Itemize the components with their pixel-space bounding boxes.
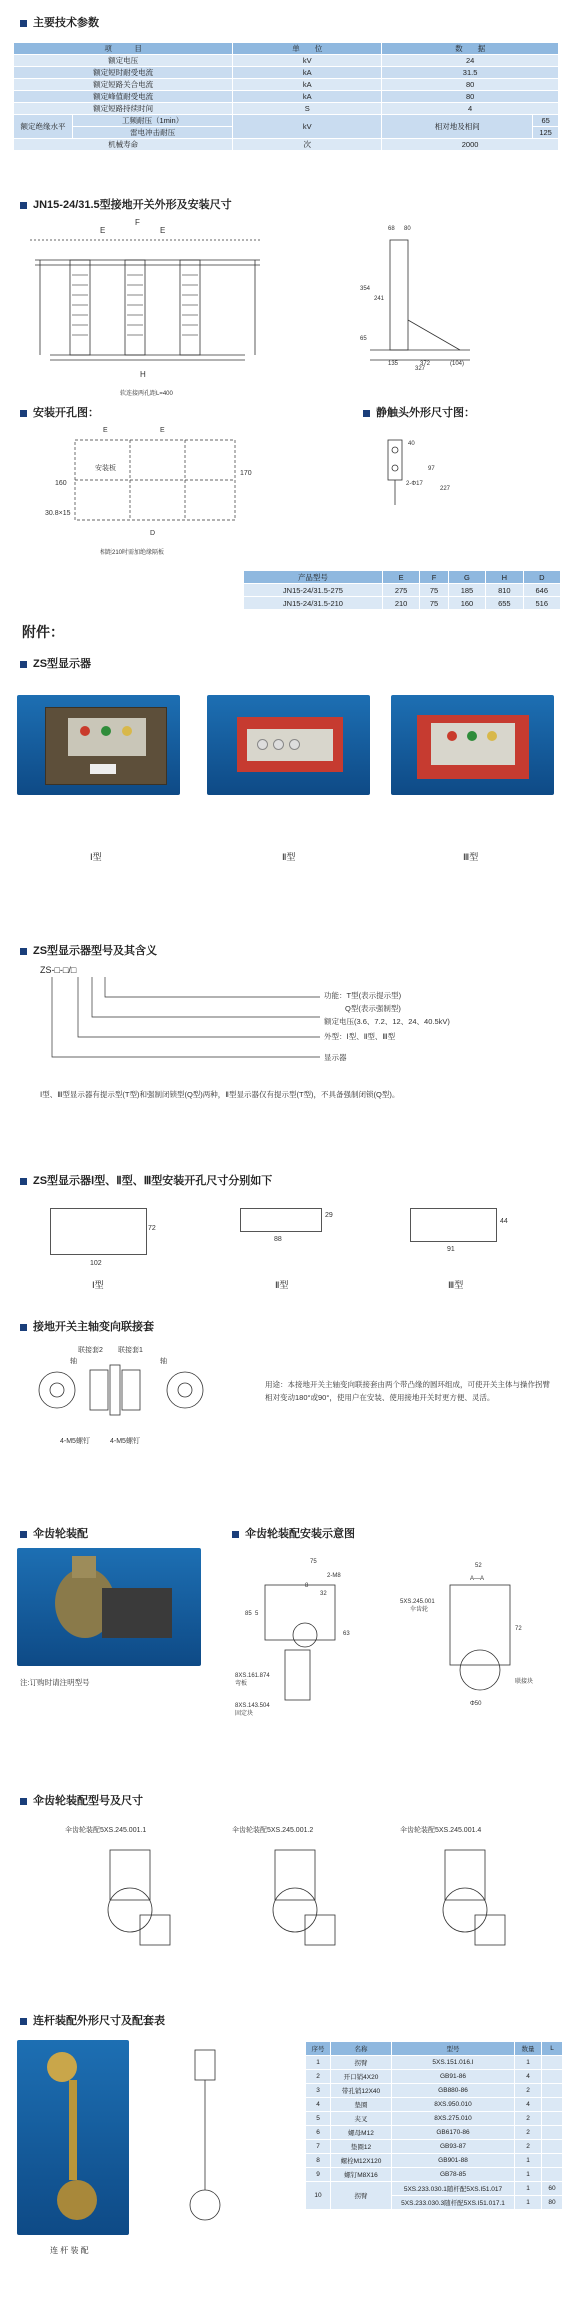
parts-cell: GB78-85 — [392, 2168, 515, 2182]
dim-header: G — [448, 571, 485, 584]
dim-label: 68 — [388, 226, 395, 232]
parts-cell: 5XS.233.030.1随杆配5XS.I51.017 — [392, 2182, 515, 2196]
dim-label: Φ50 — [470, 1701, 482, 1707]
spec-cell: 相对地及相间 — [382, 115, 533, 139]
parts-cell: 垫圈12 — [331, 2140, 392, 2154]
coupling-usage: 用途：本接地开关主轴变向联接套由两个带凸缘的圆环组成，可使开关主体与操作拐臂相对变动180°或90°，使用户在安装、使用接地开关时更方便、灵活。 — [265, 1380, 550, 1402]
bullet-icon — [20, 202, 27, 209]
parts-header: 数量 — [515, 2042, 542, 2056]
parts-cell: 2 — [515, 2126, 542, 2140]
parts-header: L — [542, 2042, 563, 2056]
model-item: 额定电压(3.6、7.2、12、24、40.5kV) — [324, 1017, 450, 1026]
model-item: 显示器 — [324, 1053, 347, 1062]
dim-label: 30.8×15 — [45, 510, 71, 517]
dim-label: 联接块 — [515, 1679, 534, 1685]
parts-cell: 8 — [306, 2154, 331, 2168]
indicator-light — [289, 739, 300, 750]
spec-header: 数 据 — [382, 43, 559, 55]
dim-label: 63 — [343, 1631, 350, 1637]
dimension-table — [243, 570, 561, 610]
parts-cell: 10 — [306, 2182, 331, 2210]
bevel-gear-photo — [17, 1548, 201, 1666]
link-rod-drawing — [170, 2040, 250, 2240]
switch-front-view — [30, 215, 270, 385]
display-photo-type1 — [17, 695, 180, 795]
parts-cell — [542, 2084, 563, 2098]
parts-cell: 1 — [515, 2056, 542, 2070]
section-static-contact: 静触头外形尺寸图： — [363, 404, 475, 420]
bullet-icon — [20, 1531, 27, 1538]
dim-header: F — [420, 571, 448, 584]
display-body — [237, 717, 343, 772]
spec-cell: 工频耐压（1min） — [73, 115, 233, 127]
bevel-gear-diagram — [235, 1555, 555, 1725]
dim-label: 8XS.143.504 — [235, 1703, 270, 1709]
dim-label: 135 — [388, 361, 399, 367]
spec-cell: 额定电压 — [14, 55, 233, 67]
dim-header: 产品型号 — [244, 571, 383, 584]
dim-label: 32 — [320, 1591, 327, 1597]
parts-cell: GB6170-86 — [392, 2126, 515, 2140]
dim-label: E — [103, 427, 108, 434]
type-label: Ⅱ型 — [282, 852, 296, 862]
spec-table — [13, 42, 559, 151]
dim-label: 170 — [240, 470, 252, 477]
display-photo-type2 — [207, 695, 370, 795]
spec-cell: 4 — [382, 103, 559, 115]
bullet-icon — [232, 1531, 239, 1538]
spec-cell: 31.5 — [382, 67, 559, 79]
dim-label: (104) — [450, 361, 465, 367]
dim-label: 8XS.161.874 — [235, 1673, 270, 1679]
dim-label: 65 — [360, 336, 367, 342]
type-label: Ⅱ型 — [275, 1280, 289, 1290]
indicator-light — [101, 726, 111, 736]
dim-label: E — [160, 226, 166, 235]
appendix-title: 附件： — [22, 624, 64, 640]
section-bevel-gear-models: 伞齿轮装配型号及尺寸 — [20, 1792, 143, 1808]
section-bevel-gear-diagram: 伞齿轮装配安装示意图 — [232, 1525, 355, 1541]
hole-type1 — [50, 1208, 147, 1255]
dim-label: 安装板 — [95, 465, 116, 472]
gear-model-label: 伞齿轮装配5XS.245.001.2 — [232, 1827, 314, 1834]
parts-cell: 8XS.950.010 — [392, 2098, 515, 2112]
dim-label: 8 — [305, 1583, 309, 1589]
gear-model-drawings — [20, 1840, 560, 1960]
model-item: Q型(表示强制型) — [345, 1004, 401, 1013]
dim-label: 88 — [274, 1236, 282, 1243]
dim-cell: 160 — [448, 597, 485, 610]
parts-cell: 4 — [515, 2098, 542, 2112]
model-note: Ⅰ型、Ⅲ型显示器有提示型(T型)和强制闭锁型(Q型)两种，Ⅱ型显示器仅有提示型(T型)，不具备强制闭锁(Q型)。 — [40, 1090, 400, 1099]
parts-cell: 1 — [515, 2168, 542, 2182]
hole-type3 — [410, 1208, 497, 1242]
spec-cell: 额定绝缘水平 — [14, 115, 73, 139]
parts-cell: GB880-86 — [392, 2084, 515, 2098]
spec-cell: 额定短时耐受电流 — [14, 67, 233, 79]
dim-label: 2-M8 — [327, 1573, 341, 1579]
indicator-light — [447, 731, 457, 741]
dim-label: 160 — [55, 480, 67, 487]
gear-housing — [102, 1588, 172, 1638]
spec-cell: S — [233, 103, 382, 115]
parts-cell: 拐臂 — [331, 2182, 392, 2210]
parts-cell: 2 — [515, 2084, 542, 2098]
indicator-light — [80, 726, 90, 736]
dim-label: A—A — [470, 1576, 485, 1582]
dim-label: E — [160, 427, 165, 434]
parts-cell: 4 — [515, 2070, 542, 2084]
dim-label: H — [140, 370, 146, 379]
section-main-params: 主要技术参数 — [20, 14, 99, 30]
dim-label: 伞齿轮 — [410, 1607, 429, 1613]
indicator-light — [257, 739, 268, 750]
spec-cell: 65 — [533, 115, 559, 127]
coupling-label: 4-M5螺钉 — [110, 1438, 140, 1445]
parts-cell: 2 — [515, 2112, 542, 2126]
dim-cell: 655 — [486, 597, 523, 610]
dim-label: 91 — [447, 1246, 455, 1253]
rod-part — [57, 2180, 97, 2220]
bullet-icon — [20, 2018, 27, 2025]
spec-cell: 80 — [382, 91, 559, 103]
display-body — [417, 715, 529, 779]
display-button — [90, 764, 116, 774]
type-label: Ⅰ型 — [90, 852, 102, 862]
parts-table — [305, 2041, 563, 2210]
dim-cell: 516 — [523, 597, 560, 610]
spec-cell: 雷电冲击耐压 — [73, 127, 233, 139]
indicator-light — [467, 731, 477, 741]
spec-header: 单 位 — [233, 43, 382, 55]
dim-label: 75 — [310, 1559, 317, 1565]
dim-label: 227 — [440, 486, 451, 492]
parts-cell: 5XS.151.016.I — [392, 2056, 515, 2070]
spec-cell: 80 — [382, 79, 559, 91]
parts-cell: 2 — [515, 2140, 542, 2154]
spec-header: 项 目 — [14, 43, 233, 55]
parts-cell: 4 — [306, 2098, 331, 2112]
parts-cell: 5XS.233.030.3随杆配5XS.I51.017.1 — [392, 2196, 515, 2210]
switch-side-view — [360, 220, 480, 370]
dim-cell: 185 — [448, 584, 485, 597]
coupling-label: 轴 — [70, 1358, 77, 1365]
parts-cell: 9 — [306, 2168, 331, 2182]
parts-cell: 1 — [515, 2154, 542, 2168]
type-label: Ⅰ型 — [92, 1280, 104, 1290]
gear-note: 注:订购时请注明型号 — [20, 1678, 90, 1687]
display-face — [68, 718, 146, 756]
dim-label: 102 — [90, 1260, 102, 1267]
parts-cell: 拐臂 — [331, 2056, 392, 2070]
gear-part — [72, 1556, 96, 1578]
parts-cell — [542, 2098, 563, 2112]
static-contact-drawing — [378, 430, 458, 520]
parts-cell: 80 — [542, 2196, 563, 2210]
section-mount-holes: 安装开孔图： — [20, 404, 99, 420]
parts-header: 序号 — [306, 2042, 331, 2056]
dim-label: 52 — [475, 1563, 482, 1569]
spec-cell: 额定峰值耐受电流 — [14, 91, 233, 103]
dim-label: D — [150, 530, 156, 537]
link-rod-photo — [17, 2040, 129, 2235]
indicator-light — [122, 726, 132, 736]
spec-cell: 机械寿命 — [14, 139, 233, 151]
dim-label: 354 — [360, 286, 371, 292]
dim-label: E — [100, 226, 106, 235]
dim-label: 5 — [255, 1611, 259, 1617]
indicator-light — [487, 731, 497, 741]
dim-label: 40 — [408, 441, 415, 447]
model-code: ZS-□-□/□ — [40, 965, 77, 975]
dim-label: 97 — [428, 466, 435, 472]
dim-label: 72 — [515, 1626, 522, 1632]
parts-cell: 垫圈 — [331, 2098, 392, 2112]
parts-cell: GB91-86 — [392, 2070, 515, 2084]
dim-cell: JN15-24/31.5-275 — [244, 584, 383, 597]
parts-cell: 螺栓M12X120 — [331, 2154, 392, 2168]
dim-label: 2-Φ17 — [406, 481, 423, 487]
bullet-icon — [20, 20, 27, 27]
parts-cell — [542, 2126, 563, 2140]
parts-cell: 6 — [306, 2126, 331, 2140]
spec-cell: 24 — [382, 55, 559, 67]
spec-cell: 额定短路持续时间 — [14, 103, 233, 115]
parts-header: 型号 — [392, 2042, 515, 2056]
dim-header: H — [486, 571, 523, 584]
model-code-lines — [50, 975, 330, 1070]
section-zs-holes: ZS型显示器Ⅰ型、Ⅱ型、Ⅲ型安装开孔尺寸分别如下 — [20, 1172, 272, 1188]
dim-label: 241 — [374, 296, 385, 302]
rod-part — [47, 2052, 77, 2082]
parts-cell — [542, 2070, 563, 2084]
dim-cell: 810 — [486, 584, 523, 597]
dim-cell: 75 — [420, 597, 448, 610]
dim-label: F — [135, 218, 140, 227]
gear-model-label: 伞齿轮装配5XS.245.001.4 — [400, 1827, 482, 1834]
dim-label: 80 — [404, 226, 411, 232]
dim-label: 固定块 — [235, 1711, 254, 1717]
mount-hole-drawing — [45, 420, 255, 540]
spec-cell: kA — [233, 79, 382, 91]
spec-cell: 次 — [233, 139, 382, 151]
dim-cell: JN15-24/31.5-210 — [244, 597, 383, 610]
model-item: 外型：Ⅰ型、Ⅱ型、Ⅲ型 — [324, 1032, 396, 1041]
spec-cell: 额定短路关合电流 — [14, 79, 233, 91]
dim-cell: 210 — [382, 597, 419, 610]
dim-label: 44 — [500, 1218, 508, 1225]
parts-cell: 夹叉 — [331, 2112, 392, 2126]
display-body — [45, 707, 167, 785]
parts-cell: 7 — [306, 2140, 331, 2154]
parts-cell: 1 — [306, 2056, 331, 2070]
indicator-light — [273, 739, 284, 750]
link-caption: 连 杆 装 配 — [50, 2246, 89, 2255]
parts-header: 名称 — [331, 2042, 392, 2056]
parts-cell: 3 — [306, 2084, 331, 2098]
parts-cell: GB901-88 — [392, 2154, 515, 2168]
bullet-icon — [20, 1324, 27, 1331]
section-zs-display: ZS型显示器 — [20, 655, 91, 671]
section-link-rod: 连杆装配外形尺寸及配套表 — [20, 2012, 165, 2028]
parts-cell: 1 — [515, 2196, 542, 2210]
parts-cell: 60 — [542, 2182, 563, 2196]
parts-cell — [542, 2140, 563, 2154]
parts-cell: 螺钉M8X16 — [331, 2168, 392, 2182]
bullet-icon — [20, 1178, 27, 1185]
section-bevel-gear: 伞齿轮装配 — [20, 1525, 88, 1541]
spec-cell: 125 — [533, 127, 559, 139]
dim-label: 弯板 — [235, 1681, 248, 1687]
parts-cell: 螺母M12 — [331, 2126, 392, 2140]
section-outline: JN15-24/31.5型接地开关外形及安装尺寸 — [20, 196, 232, 212]
parts-cell: GB93-87 — [392, 2140, 515, 2154]
dim-header: D — [523, 571, 560, 584]
bus-note: 软连接两孔距L=400 — [120, 391, 173, 397]
section-coupling: 接地开关主轴变向联接套 — [20, 1318, 154, 1334]
parts-cell: 2 — [306, 2070, 331, 2084]
section-zs-model: ZS型显示器型号及其含义 — [20, 942, 157, 958]
model-item: 功能：T型(表示提示型) — [324, 991, 402, 1000]
spec-cell: kV — [233, 55, 382, 67]
parts-cell — [542, 2154, 563, 2168]
type-label: Ⅲ型 — [448, 1280, 464, 1290]
coupling-drawing — [25, 1345, 215, 1435]
bullet-icon — [20, 948, 27, 955]
dim-cell: 75 — [420, 584, 448, 597]
parts-cell — [542, 2112, 563, 2126]
hole-type2 — [240, 1208, 322, 1232]
parts-cell: 开口销4X20 — [331, 2070, 392, 2084]
type-label: Ⅲ型 — [463, 852, 479, 862]
dim-cell: 275 — [382, 584, 419, 597]
parts-cell: 带孔销12X40 — [331, 2084, 392, 2098]
spec-cell: 2000 — [382, 139, 559, 151]
dim-header: E — [382, 571, 419, 584]
bullet-icon — [20, 661, 27, 668]
dim-label: 29 — [325, 1212, 333, 1219]
spec-cell: kA — [233, 91, 382, 103]
parts-cell — [542, 2168, 563, 2182]
display-face — [431, 723, 515, 765]
coupling-label: 轴 — [160, 1358, 167, 1365]
rod-part — [69, 2080, 77, 2180]
parts-cell: 8XS.275.010 — [392, 2112, 515, 2126]
gear-model-label: 伞齿轮装配5XS.245.001.1 — [65, 1827, 147, 1834]
parts-cell — [542, 2056, 563, 2070]
dim-label: 5XS.245.001 — [400, 1599, 435, 1605]
coupling-label: 联接套1 — [118, 1347, 143, 1354]
dim-label: 372 — [420, 361, 431, 367]
bullet-icon — [20, 410, 27, 417]
spec-cell: kA — [233, 67, 382, 79]
mount-note: 相距210时需加绝缘隔板 — [100, 550, 165, 556]
coupling-label: 联接套2 — [78, 1347, 103, 1354]
parts-cell: 5 — [306, 2112, 331, 2126]
spec-cell: kV — [233, 115, 382, 139]
display-photo-type3 — [391, 695, 554, 795]
dim-label: 327 — [415, 366, 426, 372]
dim-cell: 646 — [523, 584, 560, 597]
bullet-icon — [363, 410, 370, 417]
parts-cell: 1 — [515, 2182, 542, 2196]
dim-label: 72 — [148, 1225, 156, 1232]
dim-label: 85 — [245, 1611, 252, 1617]
coupling-label: 4-M5螺钉 — [60, 1438, 90, 1445]
bullet-icon — [20, 1798, 27, 1805]
